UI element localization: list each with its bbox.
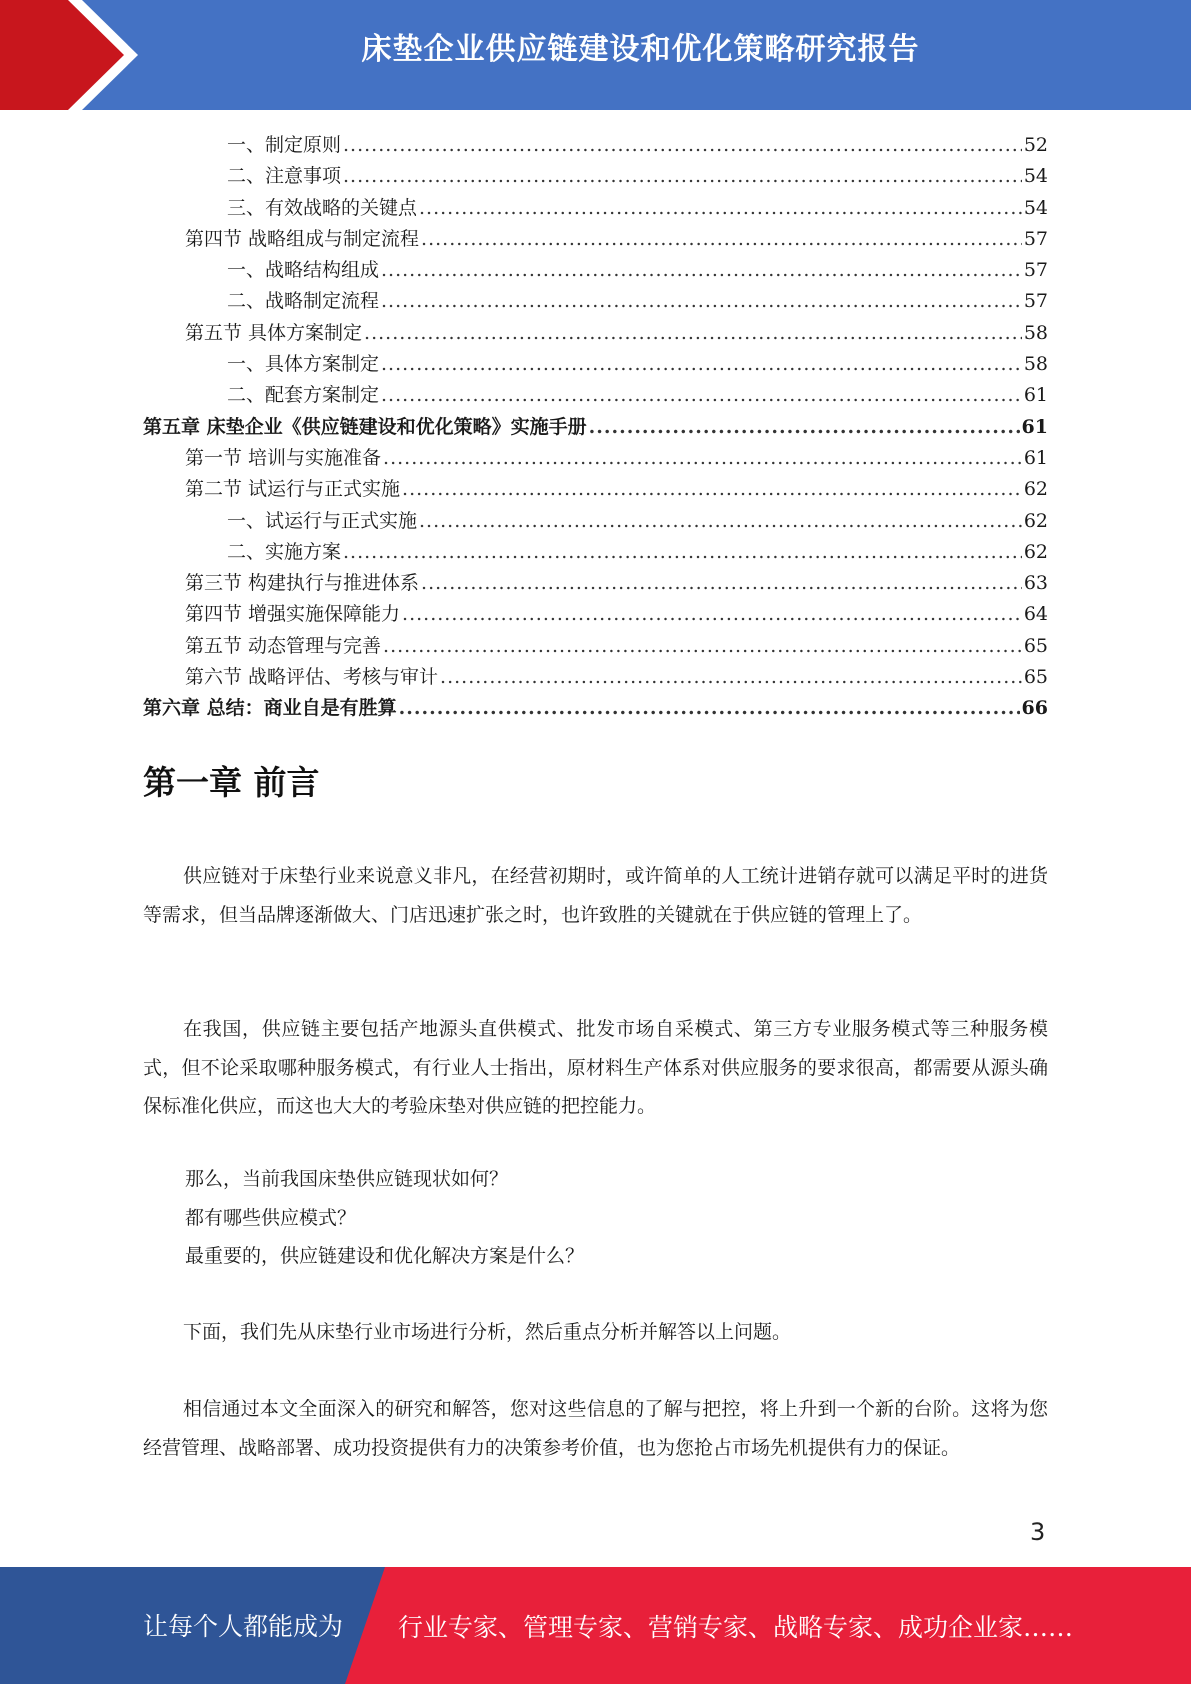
toc-entry-title: 二、实施方案 [227,540,342,563]
toc-leader-dots [381,290,1022,312]
intro-paragraph-1 [143,857,1048,934]
toc-leader-dots [383,447,1022,469]
toc-entry-page: 57 [1023,259,1048,282]
toc-leader-dots [343,134,1022,156]
paragraph-text: 相信通过本文全面深入的研究和解答，您对这些信息的了解与把控，将上升到一个新的台阶。这将为您经营管理、战略部署、成功投资提供有力的决策参考价值，也为您抢占市场先机提供有力的保证。 [143,1398,1048,1459]
toc-entry[interactable] [143,255,1048,286]
toc-leader-dots [381,353,1022,375]
toc-leader-dots [402,603,1022,625]
toc-entry[interactable] [143,318,1048,349]
toc-entry-title: 一、战略结构组成 [227,259,380,282]
intro-paragraph-4 [143,1390,1048,1467]
toc-entry-page: 57 [1023,290,1048,313]
toc-leader-dots [440,666,1022,688]
toc-entry-title: 第二节 试运行与正式实施 [185,478,401,501]
toc-entry-page: 54 [1023,196,1048,219]
toc-entry[interactable] [143,286,1048,317]
toc-entry[interactable] [143,599,1048,630]
toc-entry-page: 65 [1023,666,1048,689]
toc-entry-page: 62 [1023,540,1048,563]
toc-entry-page: 57 [1023,227,1048,250]
toc-entry-page: 58 [1023,321,1048,344]
toc-entry-page: 64 [1023,603,1048,626]
toc-entry-title: 第一节 培训与实施准备 [185,446,382,469]
toc-entry-title: 第六章 总结：商业自是有胜算 [143,697,397,720]
toc-entry-page: 58 [1023,353,1048,376]
toc-entry[interactable] [143,130,1048,161]
question-item: 那么，当前我国床垫供应链现状如何？ [185,1168,509,1190]
toc-leader-dots [343,165,1022,187]
toc-entry-title: 第五节 动态管理与完善 [185,634,382,657]
footer-slogan-right: 行业专家、管理专家、营销专家、战略专家、成功企业家…… [398,1613,1074,1642]
toc-entry-title: 第五章 床垫企业《供应链建设和优化策略》实施手册 [143,415,587,438]
toc-entry-title: 二、配套方案制定 [227,384,380,407]
toc-entry[interactable] [143,474,1048,505]
toc-entry-page: 61 [1021,415,1048,438]
toc-entry-title: 第五节 具体方案制定 [185,321,363,344]
report-title: 床垫企业供应链建设和优化策略研究报告 [361,32,920,67]
question-list [143,1160,1048,1276]
toc-leader-dots [364,322,1022,344]
intro-paragraph-3 [143,1313,1048,1352]
toc-entry-title: 三、有效战略的关键点 [227,196,418,219]
question-item: 都有哪些供应模式？ [185,1206,357,1229]
page-footer [0,1567,1191,1684]
toc-leader-dots [402,478,1022,500]
toc-entry[interactable] [143,693,1048,724]
toc-entry-page: 62 [1023,478,1048,501]
toc-leader-dots [343,541,1022,563]
toc-entry[interactable] [143,161,1048,192]
table-of-contents [143,130,1048,725]
toc-entry[interactable] [143,631,1048,662]
toc-entry-page: 54 [1023,165,1048,188]
paragraph-text: 在我国，供应链主要包括产地源头直供模式、批发市场自采模式、第三方专业服务模式等三种服务模式，但不论采取哪种服务模式，有行业人士指出，原材料生产体系对供应服务的要求很高，都需要从源头确保标准化供应，而这也大大的考验床垫对供应链的把控能力。 [143,1018,1048,1117]
toc-entry-title: 一、试运行与正式实施 [227,509,418,532]
toc-entry[interactable] [143,443,1048,474]
toc-entry[interactable] [143,662,1048,693]
toc-entry[interactable] [143,412,1048,443]
paragraph-text: 供应链对于床垫行业来说意义非凡，在经营初期时，或许简单的人工统计进销存就可以满足平时的进货等需求，但当品牌逐渐做大、门店迅速扩张之时，也许致胜的关键就在于供应链的管理上了。 [143,865,1048,926]
footer-slogan-left: 让每个人都能成为 [143,1612,344,1641]
toc-entry[interactable] [143,193,1048,224]
chapter-title: 第一章 前言 [143,763,320,802]
toc-leader-dots [381,384,1022,406]
toc-entry-title: 一、制定原则 [227,134,342,156]
toc-leader-dots [399,697,1020,719]
toc-entry[interactable] [143,380,1048,411]
toc-entry-title: 二、注意事项 [227,165,342,188]
toc-entry[interactable] [143,568,1048,599]
question-item: 最重要的，供应链建设和优化解决方案是什么？ [185,1245,585,1267]
toc-leader-dots [421,572,1022,594]
toc-entry[interactable] [143,224,1048,255]
toc-entry[interactable] [143,349,1048,380]
toc-leader-dots [419,197,1022,219]
toc-entry[interactable] [143,537,1048,568]
toc-leader-dots [421,228,1022,250]
toc-entry-title: 一、具体方案制定 [227,353,380,376]
toc-leader-dots [383,635,1022,657]
paragraph-text: 下面，我们先从床垫行业市场进行分析，然后重点分析并解答以上问题。 [183,1321,792,1343]
toc-entry-page: 61 [1023,446,1048,469]
page-number: 3 [1030,1518,1046,1546]
toc-entry-page: 61 [1023,384,1048,407]
toc-entry-page: 62 [1023,509,1048,532]
intro-paragraph-2 [143,1010,1048,1126]
toc-entry-page: 66 [1021,697,1048,720]
toc-entry-title: 二、战略制定流程 [227,290,380,313]
toc-leader-dots [589,416,1020,438]
page-header [0,0,1191,110]
toc-entry-title: 第四节 战略组成与制定流程 [185,227,420,250]
toc-leader-dots [381,259,1022,281]
toc-entry-title: 第六节 战略评估、考核与审计 [185,666,439,689]
toc-entry-page: 63 [1023,572,1048,595]
toc-leader-dots [419,510,1022,532]
toc-entry-title: 第四节 增强实施保障能力 [185,603,401,626]
toc-entry-title: 第三节 构建执行与推进体系 [185,572,420,595]
toc-entry-page: 52 [1023,134,1048,156]
toc-entry[interactable] [143,506,1048,537]
toc-entry-page: 65 [1023,634,1048,657]
